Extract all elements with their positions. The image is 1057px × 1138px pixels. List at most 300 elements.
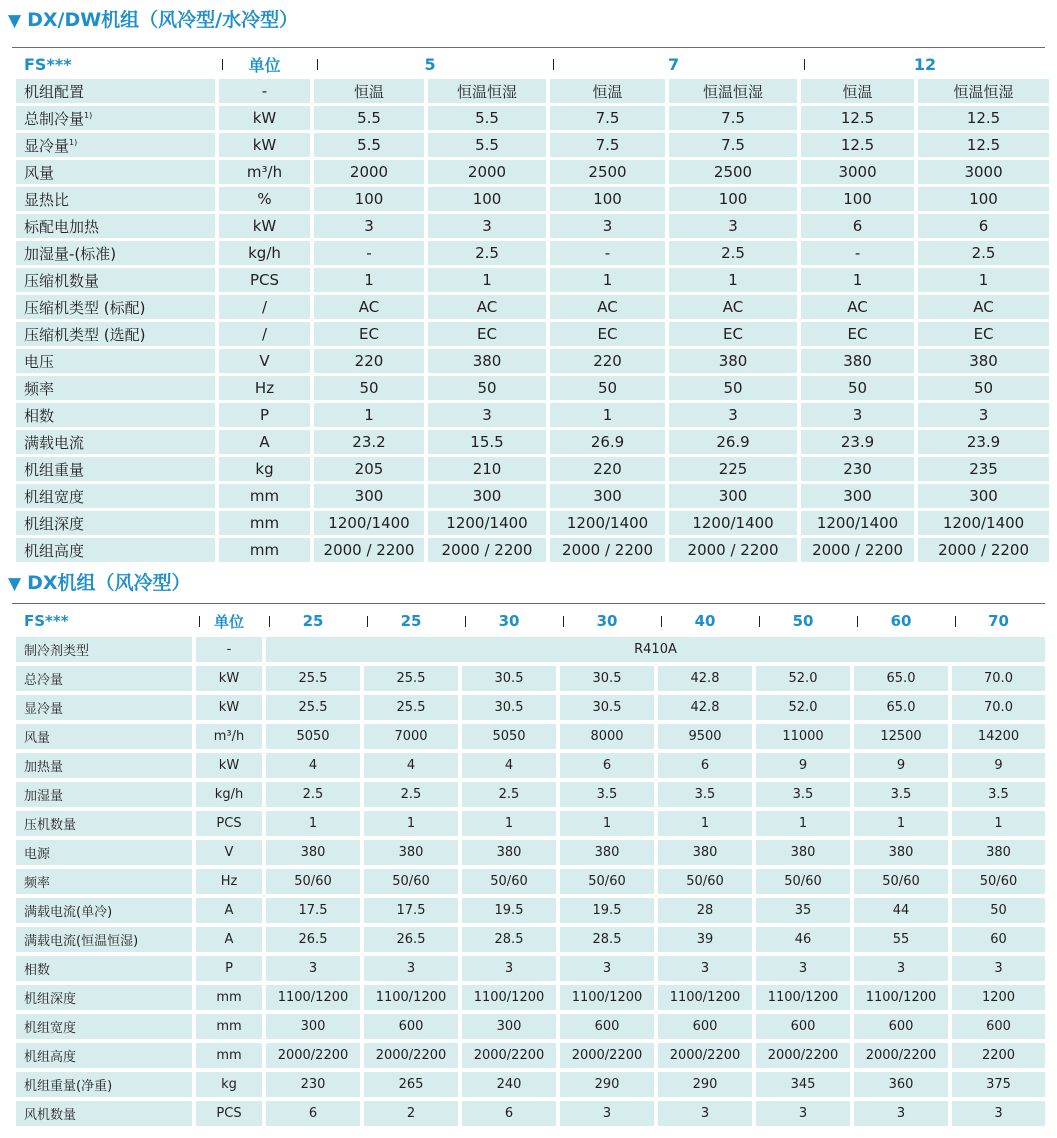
table-row — [16, 268, 1049, 292]
cell-value: 46 — [756, 927, 850, 952]
row-unit: m³/h — [196, 724, 262, 749]
cell-value: 380 — [918, 349, 1049, 373]
cell-value: 3 — [560, 956, 654, 981]
cell-value: 2000/2200 — [560, 1043, 654, 1068]
row-unit: A — [196, 927, 262, 952]
cell-value: 3.5 — [854, 782, 948, 807]
cell-value: 375 — [952, 1072, 1045, 1097]
cell-value: 600 — [560, 1014, 654, 1039]
cell-value: 1200/1400 — [918, 511, 1049, 535]
cell-value: 25.5 — [364, 666, 458, 691]
row-label — [16, 268, 215, 292]
cell-value: 65.0 — [854, 695, 948, 720]
cell-value: 1 — [550, 403, 665, 427]
row-unit: kg/h — [196, 782, 262, 807]
cell-value: 8000 — [560, 724, 654, 749]
cell-value: 1 — [314, 403, 424, 427]
row-label: 总冷量 — [16, 666, 192, 691]
cell-value: 2500 — [669, 160, 797, 184]
cell-value: AC — [314, 295, 424, 319]
table-row — [16, 869, 1045, 894]
cell-value: 19.5 — [560, 898, 654, 923]
row-label-text: 频率 — [24, 379, 55, 398]
cell-value: 2.5 — [364, 782, 458, 807]
row-label — [16, 430, 215, 454]
cell-value: 1100/1200 — [266, 985, 360, 1010]
cell-value: 2000 / 2200 — [550, 538, 665, 562]
row-unit: PCS — [219, 268, 310, 292]
triangle-down-icon: ▼ — [8, 11, 22, 31]
cell-value: 220 — [550, 349, 665, 373]
cell-value: 52.0 — [756, 695, 850, 720]
row-label — [16, 457, 215, 481]
row-label-text: 标配电加热 — [24, 217, 100, 236]
cell-value: 19.5 — [462, 898, 556, 923]
cell-value: 2.5 — [266, 782, 360, 807]
row-label — [16, 376, 215, 400]
cell-value: 65.0 — [854, 666, 948, 691]
cell-value: 1100/1200 — [756, 985, 850, 1010]
row-label-text: 加湿量-(标准) — [24, 244, 117, 263]
cell-value: 1 — [756, 811, 850, 836]
cell-value: 70.0 — [952, 695, 1045, 720]
cell-value: 5050 — [266, 724, 360, 749]
cell-value: 3 — [658, 956, 752, 981]
cell-value: 1 — [669, 268, 797, 292]
cell-value: 3 — [428, 403, 546, 427]
cell-value: 2000/2200 — [364, 1043, 458, 1068]
row-label-text: 压缩机类型 (标配) — [24, 298, 146, 317]
cell-value: 25.5 — [266, 695, 360, 720]
cell-value: 380 — [428, 349, 546, 373]
row-label-text: 电压 — [24, 352, 55, 371]
row-unit: A — [196, 898, 262, 923]
cell-value: 12.5 — [801, 106, 914, 130]
cell-value: 7.5 — [669, 106, 797, 130]
row-label-text: 相数 — [24, 406, 55, 425]
cell-value: 380 — [266, 840, 360, 865]
table-row — [16, 376, 1049, 400]
cell-value: 25.5 — [364, 695, 458, 720]
cell-value: 360 — [854, 1072, 948, 1097]
model-header: 30 — [462, 609, 556, 633]
table-row — [16, 898, 1045, 923]
table-row — [16, 753, 1045, 778]
cell-value: 6 — [801, 214, 914, 238]
cell-value: 52.0 — [756, 666, 850, 691]
section2-rule — [12, 603, 1045, 604]
cell-value: 3 — [314, 214, 424, 238]
table-row — [16, 782, 1045, 807]
row-unit: kW — [196, 666, 262, 691]
group-header: 12 — [801, 52, 1049, 76]
table-row — [16, 322, 1049, 346]
cell-value: 2000 / 2200 — [428, 538, 546, 562]
cell-value: 240 — [462, 1072, 556, 1097]
cell-value: 380 — [854, 840, 948, 865]
row-label — [16, 295, 215, 319]
cell-value: 恒温恒湿 — [918, 79, 1049, 103]
cell-value: 50/60 — [364, 869, 458, 894]
row-label — [16, 160, 215, 184]
cell-value: 1200/1400 — [669, 511, 797, 535]
cell-value: 恒温 — [550, 79, 665, 103]
cell-value: 3 — [952, 956, 1045, 981]
cell-value: AC — [428, 295, 546, 319]
cell-value: 3 — [669, 214, 797, 238]
cell-value: 6 — [560, 753, 654, 778]
table-row — [16, 106, 1049, 130]
cell-value: EC — [428, 322, 546, 346]
row-unit: mm — [196, 1014, 262, 1039]
cell-value: 3 — [266, 956, 360, 981]
cell-value: 1200/1400 — [428, 511, 546, 535]
cell-value: 50 — [314, 376, 424, 400]
cell-value: 6 — [266, 1101, 360, 1126]
table-row — [16, 956, 1045, 981]
row-label-text: 显热比 — [24, 190, 70, 209]
cell-value: 100 — [550, 187, 665, 211]
row-unit: kW — [219, 106, 310, 130]
cell-value: 3 — [756, 1101, 850, 1126]
row-label-text: 机组高度 — [24, 541, 85, 560]
cell-value: 23.2 — [314, 430, 424, 454]
table-row — [16, 1043, 1045, 1068]
section2-title — [8, 569, 191, 597]
row-unit: A — [219, 430, 310, 454]
cell-value: 3000 — [801, 160, 914, 184]
cell-value: 600 — [756, 1014, 850, 1039]
cell-value: 600 — [854, 1014, 948, 1039]
row-label-text: 机组深度 — [24, 514, 85, 533]
cell-value: 50 — [669, 376, 797, 400]
cell-value: 380 — [560, 840, 654, 865]
table-row — [16, 1014, 1045, 1039]
cell-value: 2000 / 2200 — [918, 538, 1049, 562]
cell-value: 1 — [314, 268, 424, 292]
cell-value: 30.5 — [462, 666, 556, 691]
cell-value: 15.5 — [428, 430, 546, 454]
cell-value: 12500 — [854, 724, 948, 749]
table-header-row — [16, 52, 1049, 76]
cell-value: 26.5 — [364, 927, 458, 952]
row-label: 电源 — [16, 840, 192, 865]
cell-value: 1 — [952, 811, 1045, 836]
cell-value: 2200 — [952, 1043, 1045, 1068]
cell-value: 3 — [550, 214, 665, 238]
footnote-mark: 1) — [84, 110, 93, 120]
cell-value: 3 — [364, 956, 458, 981]
cell-value: 44 — [854, 898, 948, 923]
row-unit: PCS — [196, 1101, 262, 1126]
cell-value: 230 — [801, 457, 914, 481]
row-unit: P — [219, 403, 310, 427]
table-row — [16, 349, 1049, 373]
cell-value: 225 — [669, 457, 797, 481]
cell-value: 1 — [918, 268, 1049, 292]
cell-value: 3 — [952, 1101, 1045, 1126]
cell-value: 9 — [952, 753, 1045, 778]
row-label: 加热量 — [16, 753, 192, 778]
cell-value: 26.9 — [669, 430, 797, 454]
table-row — [16, 187, 1049, 211]
cell-value: 300 — [314, 484, 424, 508]
cell-value: EC — [669, 322, 797, 346]
table-row — [16, 295, 1049, 319]
row-unit: kg/h — [219, 241, 310, 265]
cell-value: 600 — [364, 1014, 458, 1039]
cell-value: 210 — [428, 457, 546, 481]
cell-value: EC — [918, 322, 1049, 346]
group-header: 7 — [550, 52, 797, 76]
row-label — [16, 538, 215, 562]
cell-value: 3.5 — [658, 782, 752, 807]
cell-value: 50 — [952, 898, 1045, 923]
cell-value: 5.5 — [314, 133, 424, 157]
cell-value: 2.5 — [462, 782, 556, 807]
cell-value: 300 — [266, 1014, 360, 1039]
cell-value: 50/60 — [462, 869, 556, 894]
cell-value: 5.5 — [314, 106, 424, 130]
cell-value: 100 — [801, 187, 914, 211]
cell-value: 380 — [801, 349, 914, 373]
cell-value: 2000/2200 — [854, 1043, 948, 1068]
cell-value: 35 — [756, 898, 850, 923]
cell-value: - — [550, 241, 665, 265]
cell-value: 2.5 — [428, 241, 546, 265]
cell-value: 恒温 — [314, 79, 424, 103]
table-row — [16, 160, 1049, 184]
row-unit: mm — [219, 538, 310, 562]
model-header: 30 — [560, 609, 654, 633]
cell-value: 5.5 — [428, 106, 546, 130]
row-unit: mm — [219, 484, 310, 508]
row-label: 加湿量 — [16, 782, 192, 807]
cell-value: 600 — [952, 1014, 1045, 1039]
row-unit: - — [196, 637, 262, 662]
table-row — [16, 511, 1049, 535]
row-unit: / — [219, 322, 310, 346]
row-label: 频率 — [16, 869, 192, 894]
cell-value: 30.5 — [560, 666, 654, 691]
cell-value: 100 — [314, 187, 424, 211]
row-unit: kW — [196, 753, 262, 778]
cell-value: 380 — [364, 840, 458, 865]
row-label — [16, 241, 215, 265]
cell-value: 23.9 — [801, 430, 914, 454]
cell-value: 55 — [854, 927, 948, 952]
cell-value: 2500 — [550, 160, 665, 184]
row-unit: V — [196, 840, 262, 865]
row-unit: kg — [219, 457, 310, 481]
row-unit: PCS — [196, 811, 262, 836]
cell-value: 220 — [314, 349, 424, 373]
cell-value: 300 — [801, 484, 914, 508]
cell-value: 12.5 — [918, 106, 1049, 130]
row-unit: - — [219, 79, 310, 103]
row-label-text: 机组重量 — [24, 460, 85, 479]
cell-value: 9 — [756, 753, 850, 778]
table-row — [16, 1101, 1045, 1126]
cell-value: 100 — [428, 187, 546, 211]
model-header: 70 — [952, 609, 1045, 633]
row-label: 机组宽度 — [16, 1014, 192, 1039]
row-label: 制冷剂类型 — [16, 637, 192, 662]
cell-value: 70.0 — [952, 666, 1045, 691]
cell-value: 6 — [462, 1101, 556, 1126]
cell-value: 1 — [560, 811, 654, 836]
cell-value: 345 — [756, 1072, 850, 1097]
cell-value: 300 — [550, 484, 665, 508]
cell-value: 380 — [756, 840, 850, 865]
row-label-text: 压缩机数量 — [24, 271, 100, 290]
cell-value: 290 — [560, 1072, 654, 1097]
cell-value: 5050 — [462, 724, 556, 749]
cell-value: 1 — [266, 811, 360, 836]
cell-value: 1100/1200 — [854, 985, 948, 1010]
model-header: 25 — [266, 609, 360, 633]
cell-value: 3 — [658, 1101, 752, 1126]
row-unit: mm — [219, 511, 310, 535]
refrigerant-value: R410A — [266, 637, 1045, 662]
cell-value: 28 — [658, 898, 752, 923]
triangle-down-icon: ▼ — [8, 574, 22, 594]
cell-value: 2000/2200 — [658, 1043, 752, 1068]
table-row — [16, 811, 1045, 836]
cell-value: 恒温 — [801, 79, 914, 103]
cell-value: 265 — [364, 1072, 458, 1097]
cell-value: 1 — [364, 811, 458, 836]
row-unit: % — [219, 187, 310, 211]
cell-value: 1 — [550, 268, 665, 292]
model-header: 40 — [658, 609, 752, 633]
footnote-mark: 1) — [69, 137, 78, 147]
cell-value: 300 — [669, 484, 797, 508]
cell-value: 23.9 — [918, 430, 1049, 454]
cell-value: 17.5 — [364, 898, 458, 923]
cell-value: 235 — [918, 457, 1049, 481]
dx-spec-table — [12, 605, 1049, 1130]
cell-value: 26.5 — [266, 927, 360, 952]
cell-value: 4 — [266, 753, 360, 778]
cell-value: 380 — [952, 840, 1045, 865]
cell-value: 380 — [462, 840, 556, 865]
cell-value: 2000/2200 — [462, 1043, 556, 1068]
cell-value: 12.5 — [801, 133, 914, 157]
row-label: 机组高度 — [16, 1043, 192, 1068]
row-label — [16, 187, 215, 211]
cell-value: 100 — [669, 187, 797, 211]
section2-title-text: DX机组（风冷型） — [27, 572, 191, 594]
cell-value: 3 — [801, 403, 914, 427]
cell-value: 3 — [756, 956, 850, 981]
row-label — [16, 133, 215, 157]
cell-value: - — [801, 241, 914, 265]
row-label — [16, 484, 215, 508]
cell-value: 6 — [658, 753, 752, 778]
row-unit: kW — [219, 133, 310, 157]
table-row — [16, 133, 1049, 157]
cell-value: 3 — [560, 1101, 654, 1126]
section1-title — [8, 6, 298, 34]
row-label-text: 显冷量 — [24, 136, 70, 155]
row-label: 相数 — [16, 956, 192, 981]
cell-value: 2000 / 2200 — [669, 538, 797, 562]
cell-value: 恒温恒湿 — [669, 79, 797, 103]
cell-value: 3 — [669, 403, 797, 427]
cell-value: 2000 — [428, 160, 546, 184]
table-row — [16, 927, 1045, 952]
cell-value: 7000 — [364, 724, 458, 749]
cell-value: 7.5 — [550, 133, 665, 157]
cell-value: 恒温恒湿 — [428, 79, 546, 103]
row-unit: mm — [196, 1043, 262, 1068]
table-row — [16, 79, 1049, 103]
cell-value: 1100/1200 — [364, 985, 458, 1010]
row-label: 满载电流(恒温恒湿) — [16, 927, 192, 952]
row-unit: V — [219, 349, 310, 373]
table-row — [16, 538, 1049, 562]
table-header-row — [16, 609, 1045, 633]
table-row — [16, 724, 1045, 749]
row-label-text: 满载电流 — [24, 433, 85, 452]
cell-value: 2000 — [314, 160, 424, 184]
table-row — [16, 457, 1049, 481]
cell-value: EC — [801, 322, 914, 346]
table-row — [16, 214, 1049, 238]
row-label-text: 机组配置 — [24, 82, 85, 101]
row-label — [16, 79, 215, 103]
row-unit: m³/h — [219, 160, 310, 184]
cell-value: 1200 — [952, 985, 1045, 1010]
row-label — [16, 349, 215, 373]
cell-value: 2000 / 2200 — [801, 538, 914, 562]
cell-value: 2.5 — [918, 241, 1049, 265]
row-unit: Hz — [219, 376, 310, 400]
cell-value: 1100/1200 — [560, 985, 654, 1010]
cell-value: 3000 — [918, 160, 1049, 184]
cell-value: 25.5 — [266, 666, 360, 691]
cell-value: 2 — [364, 1101, 458, 1126]
row-unit: kW — [219, 214, 310, 238]
table-row — [16, 241, 1049, 265]
cell-value: 28.5 — [560, 927, 654, 952]
cell-value: 1 — [428, 268, 546, 292]
cell-value: 1100/1200 — [658, 985, 752, 1010]
cell-value: 300 — [918, 484, 1049, 508]
cell-value: 30.5 — [462, 695, 556, 720]
cell-value: 42.8 — [658, 695, 752, 720]
cell-value: 2000 / 2200 — [314, 538, 424, 562]
cell-value: AC — [669, 295, 797, 319]
table-row — [16, 484, 1049, 508]
cell-value: 380 — [669, 349, 797, 373]
cell-value: - — [314, 241, 424, 265]
model-header: FS*** — [16, 52, 215, 76]
cell-value: 290 — [658, 1072, 752, 1097]
cell-value: 380 — [658, 840, 752, 865]
cell-value: 60 — [952, 927, 1045, 952]
row-label: 显冷量 — [16, 695, 192, 720]
cell-value: 100 — [918, 187, 1049, 211]
cell-value: 600 — [658, 1014, 752, 1039]
group-header: 5 — [314, 52, 546, 76]
cell-value: 300 — [428, 484, 546, 508]
cell-value: 1200/1400 — [550, 511, 665, 535]
cell-value: 14200 — [952, 724, 1045, 749]
cell-value: 220 — [550, 457, 665, 481]
cell-value: 7.5 — [669, 133, 797, 157]
